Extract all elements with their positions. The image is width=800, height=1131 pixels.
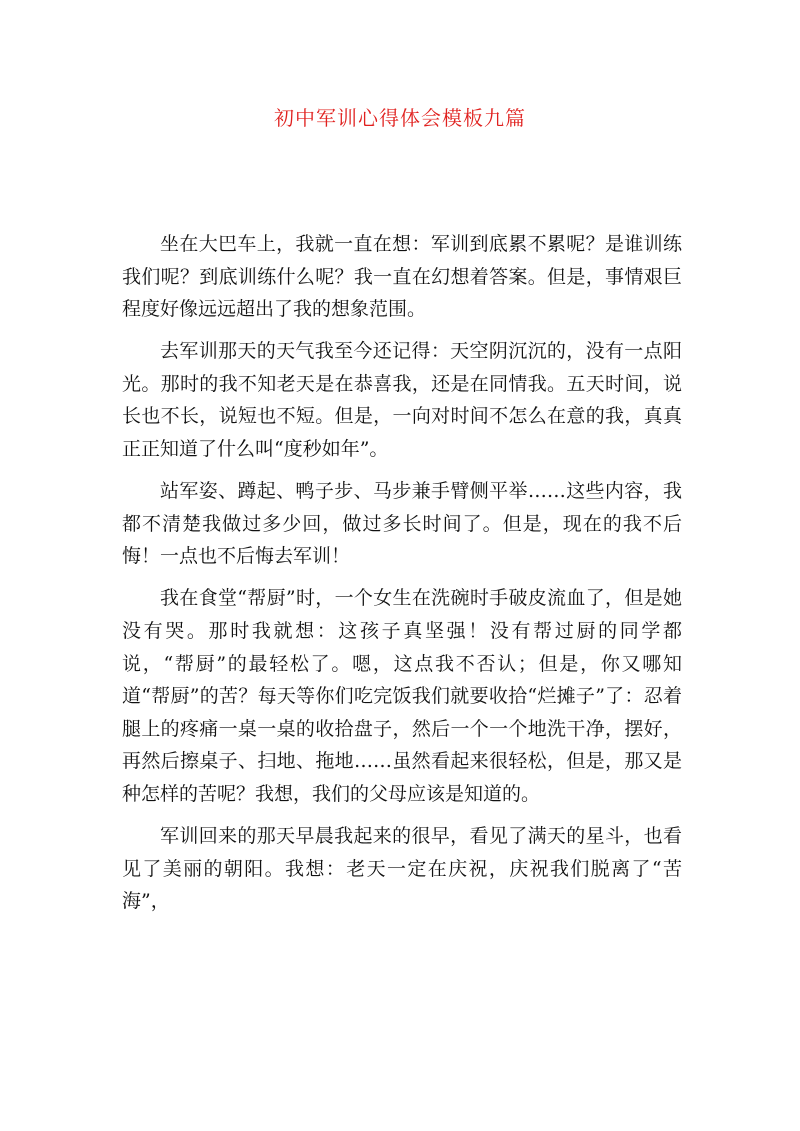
paragraph-2: 去军训那天的天气我至今还记得：天空阴沉沉的，没有一点阳光。那时的我不知老天是在恭喜我，还是在同情我。五天时间，说长也不长，说短也不短。但是，一向对时间不怎么在意的我，真真正正知道了什么叫“度秒如年”。 xyxy=(122,340,682,461)
document-body xyxy=(122,228,682,927)
paragraph-4: 我在食堂“帮厨”时，一个女生在洗碗时手破皮流血了，但是她没有哭。那时我就想：这孩子真坚强！没有帮过厨的同学都说，“帮厨”的最轻松了。嗯，这点我不否认；但是，你又哪知道“帮厨”的苦？每天等你们吃完饭我们就要收拾“烂摊子”了：忍着腿上的疼痛一桌一桌的收拾盘子，然后一个一个地洗干净，摆好，再然后擦桌子、扫地、拖地……虽然看起来很轻松，但是，那又是种怎样的苦呢？我想，我们的父母应该是知道的。 xyxy=(122,587,682,805)
paragraph-3: 站军姿、蹲起、鸭子步、马步兼手臂侧平举……这些内容，我都不清楚我做过多少回，做过多长时间了。但是，现在的我不后悔！一点也不后悔去军训！ xyxy=(122,480,682,568)
document-title: 初中军训心得体会模板九篇 xyxy=(274,106,526,130)
paragraph-1: 坐在大巴车上，我就一直在想：军训到底累不累呢？是谁训练我们呢？到底训练什么呢？我一直在幻想着答案。但是，事情艰巨程度好像远远超出了我的想象范围。 xyxy=(122,233,682,321)
paragraph-5: 军训回来的那天早晨我起来的很早，看见了满天的星斗，也看见了美丽的朝阳。我想：老天一定在庆祝，庆祝我们脱离了“苦海”， xyxy=(122,825,682,913)
